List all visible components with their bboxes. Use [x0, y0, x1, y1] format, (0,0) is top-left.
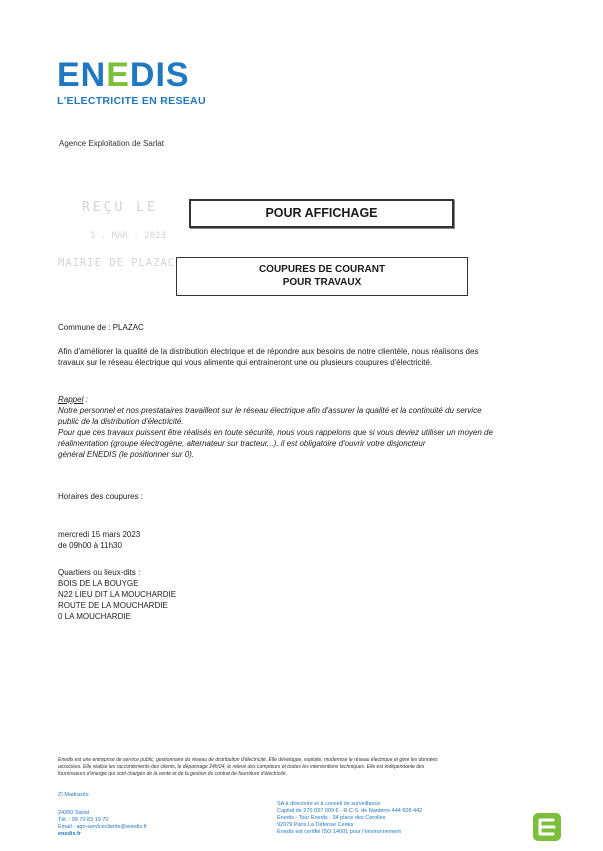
rappel-line-4: réalimentation (groupe électrogène, alternateur sur tracteur,..), il est obligatoire d'ouvrir votre disjoncteur [58, 439, 426, 448]
legal-line-3: fournisseurs d'énergie qui sont chargés de la vente et de la gestion du contrat de fourniture d'électricité. [58, 771, 287, 777]
intro-line-2: travaux sur le réseau électrique qui vous alimente qui entraineront une ou plusieurs coupures d'électricité. [58, 358, 433, 367]
footer-zone: ZI Madrazès [58, 792, 89, 798]
logo-part-en: EN [57, 56, 107, 94]
footer-legal-notice [58, 757, 568, 778]
footer-website[interactable]: enedis.fr [58, 831, 81, 837]
place-item: 0 LA MOUCHARDIE [58, 612, 131, 621]
footer-email[interactable]: Email : aqn-serviceclients@enedis.fr [58, 824, 148, 830]
places-list [58, 567, 176, 622]
stamp-line-2: 1 . MAR . 2023 [90, 231, 166, 241]
schedule [58, 529, 140, 551]
legal-line-2: associées. Elle réalise les raccordements des clients, le dépannage 24h/24, le relevé des compteurs et toutes les interventions techniques. Elle est indépendante des [58, 764, 425, 770]
logo-part-e: E [106, 56, 130, 94]
rappel-title: Rappel [58, 395, 84, 404]
company-info-line: Capital de 270 037 000 € - R.C.S. de Nanterre 444 608 442 [277, 808, 423, 814]
footer-contact [58, 810, 147, 838]
rappel-line-5: général ENEDIS (le positionner sur 0). [58, 450, 195, 459]
company-info-line: Enedis est certifié ISO 14001 pour l'environnement [277, 829, 401, 835]
stamp-line-3: MAIRIE DE PLAZAC [58, 257, 176, 269]
rappel-line-3: Pour que ces travaux puissent être réalisés en toute sécurité, nous vous rappelons que si vous deviez utiliser un moyen de [58, 428, 493, 437]
stamp-line-1: REÇU LE [82, 200, 158, 215]
commune: Commune de : PLAZAC [58, 323, 144, 332]
intro-paragraph [58, 346, 478, 368]
logo-part-dis: DIS [129, 56, 190, 94]
rappel-line-1: Notre personnel et nos prestataires travaillent sur le réseau électrique afin d'assurer la qualité et la continuité du service [58, 406, 482, 415]
schedule-time: de 09h00 à 11h30 [58, 541, 122, 550]
agency-name: Agence Exploitation de Sarlat [59, 139, 164, 148]
intro-line-1: Afin d'améliorer la qualité de la distribution électrique et de répondre aux besoins de notre clientèle, nous réalisons des [58, 347, 479, 356]
company-info-line: 92079 Paris La Défense Cedex [277, 822, 354, 828]
rappel-line-2: public de la distribution d'électricité. [58, 417, 184, 426]
posting-heading-box [189, 199, 454, 228]
places-label: Quartiers ou lieux-dits : [58, 568, 141, 577]
rappel-title-suffix: : [83, 395, 88, 404]
company-info-line: SA à directoire et à conseil de surveillance [277, 801, 381, 807]
footer-phone: Tél. : 09 70 83 19 70 [58, 817, 109, 823]
logo-tagline: L'ELECTRICITE EN RESEAU [57, 95, 206, 107]
footer-company-info [277, 801, 422, 836]
place-item: ROUTE DE LA MOUCHARDIE [58, 601, 168, 610]
place-item: N22 LIEU DIT LA MOUCHARDIE [58, 590, 177, 599]
enedis-e-icon [532, 812, 562, 842]
schedule-date: mercredi 15 mars 2023 [58, 530, 141, 539]
notice-title-line-2: POUR TRAVAUX [282, 277, 362, 288]
rappel-section [58, 394, 493, 460]
company-info-line: Enedis - Tour Enedis - 34 place des Corolles [277, 815, 386, 821]
legal-line-1: Enedis est une entreprise de service public, gestionnaire du réseau de distribution d'électricité. Elle développe, exploite, modernise le réseau électrique et gère les données [58, 757, 438, 763]
notice-title-box [176, 257, 468, 296]
schedule-label: Horaires des coupures : [58, 492, 143, 501]
place-item: BOIS DE LA BOUYGE [58, 579, 139, 588]
enedis-logo [57, 58, 190, 92]
notice-title-line-1: COUPURES DE COURANT [258, 264, 386, 275]
footer-city: 24200 Sarlat [58, 810, 90, 816]
posting-heading: POUR AFFICHAGE [265, 206, 378, 220]
